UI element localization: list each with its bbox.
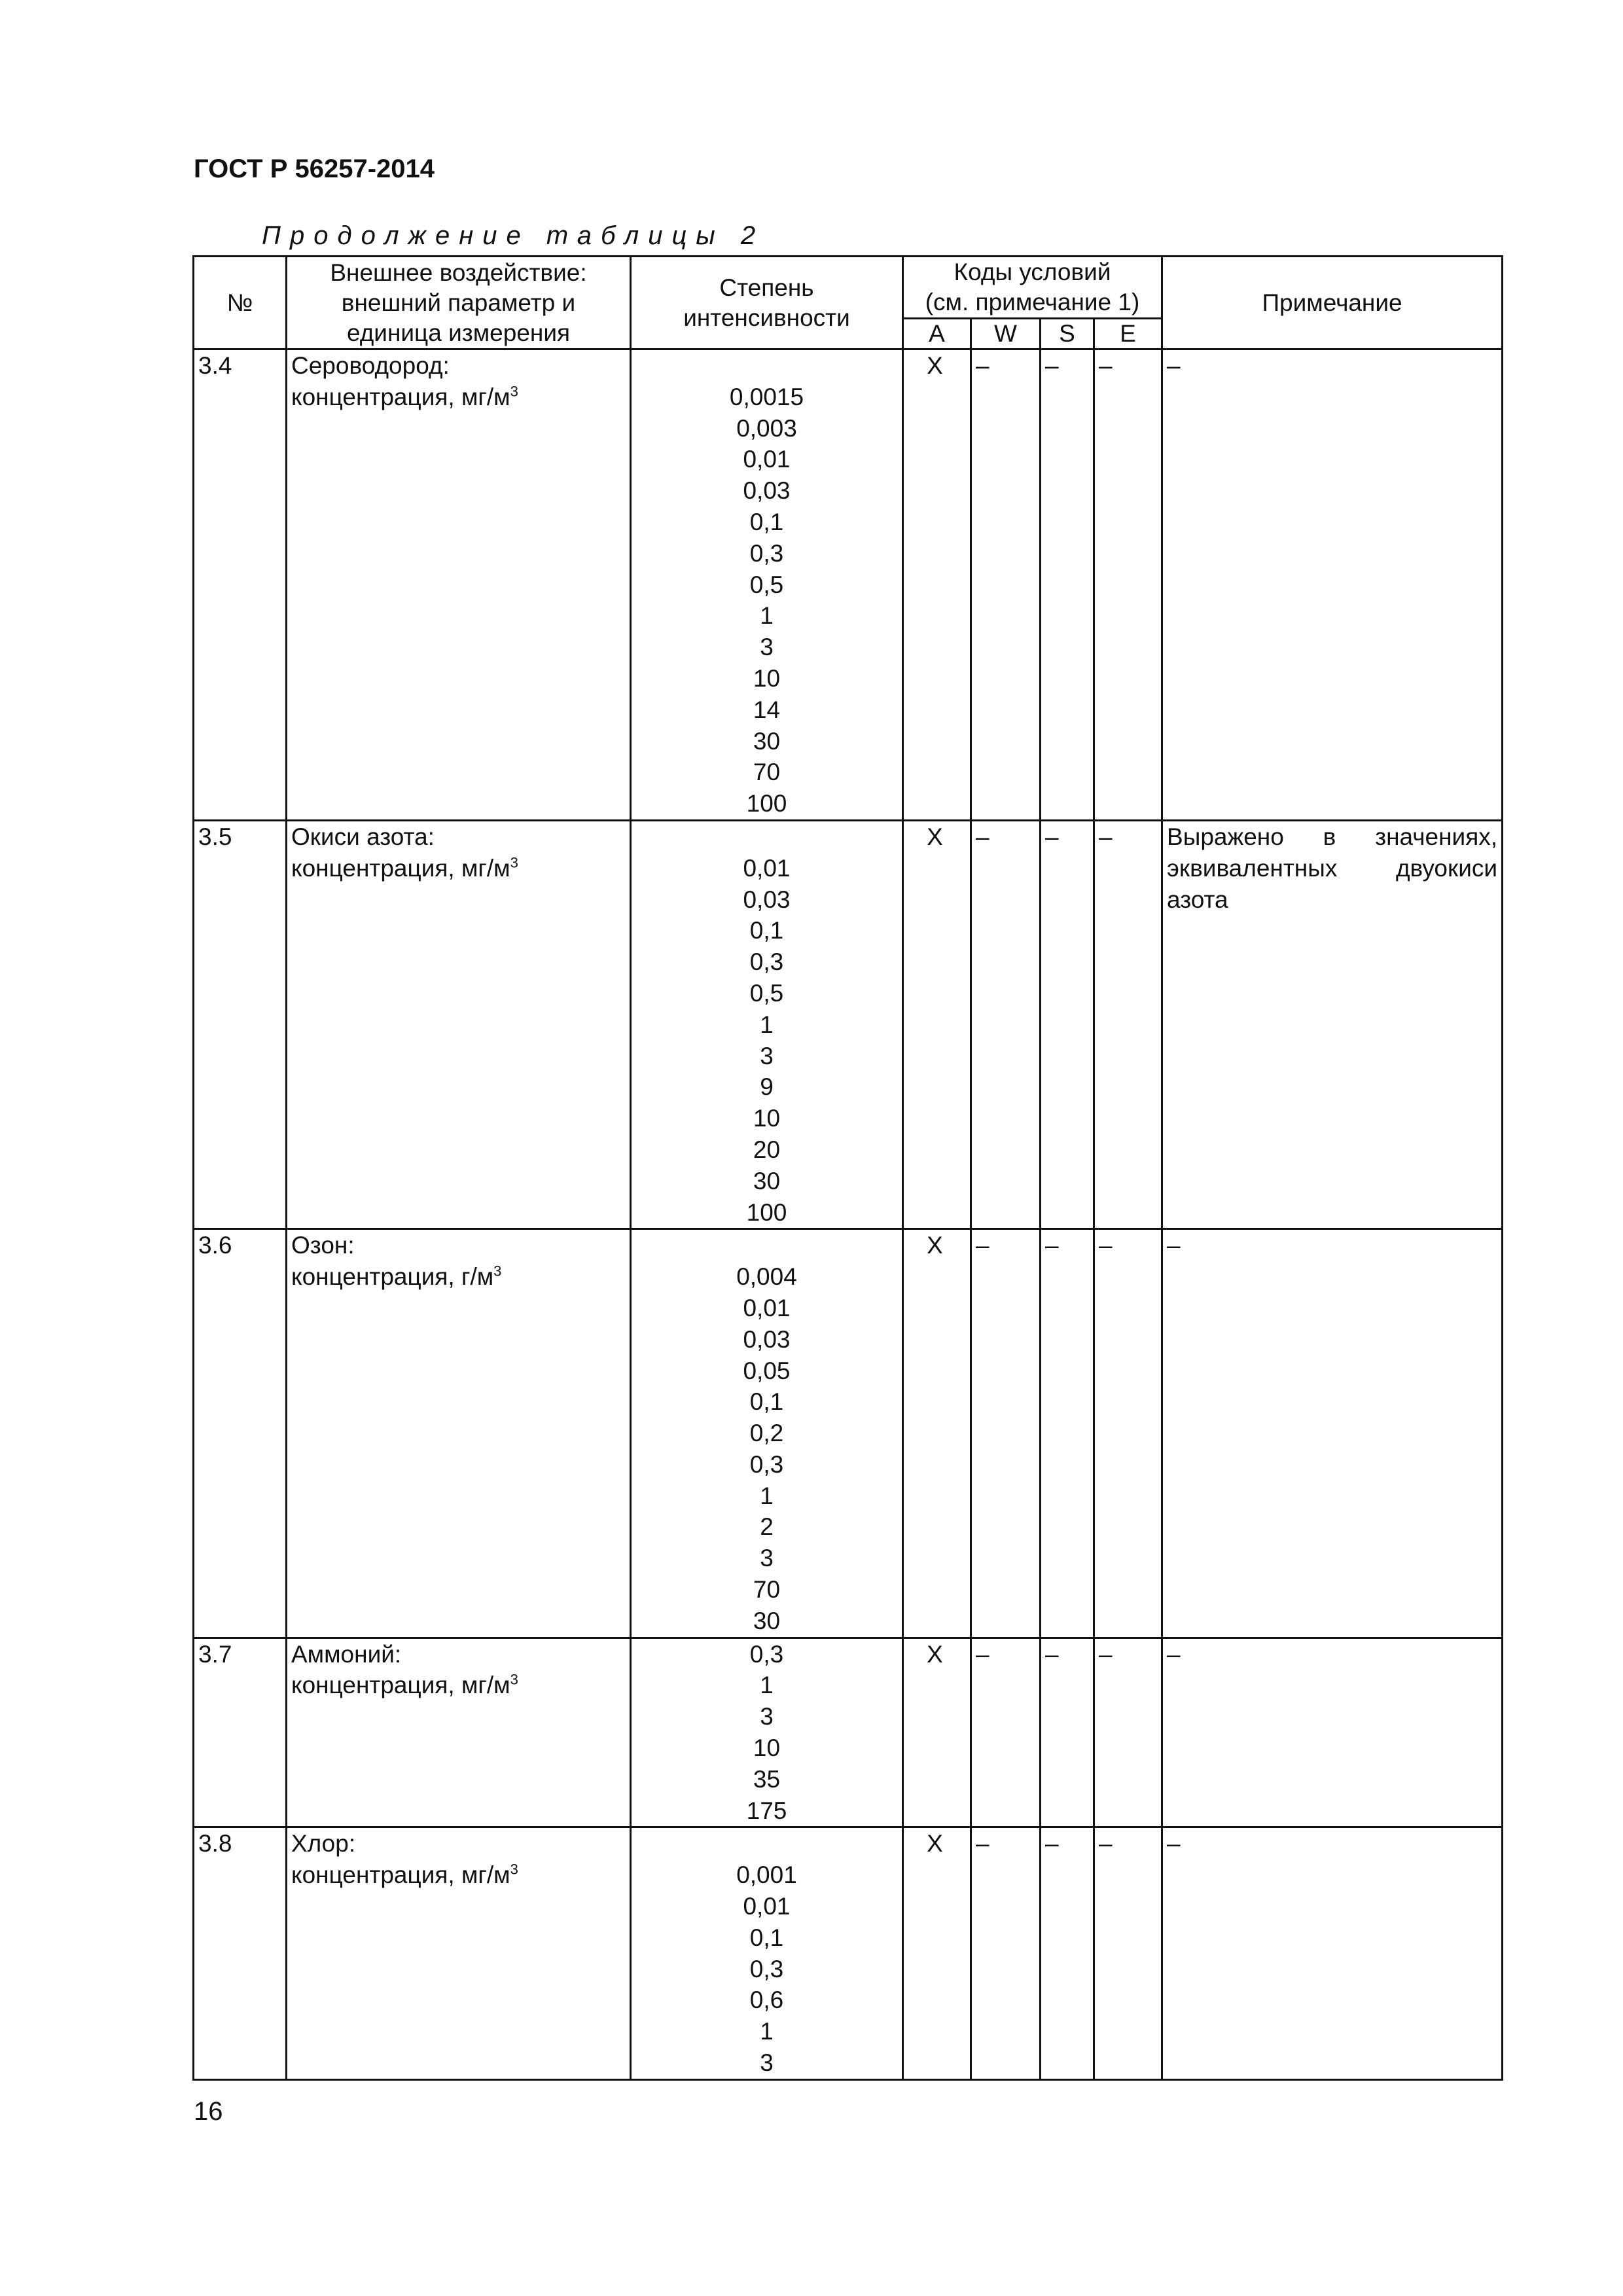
intensity-value: 0,1 [749, 508, 784, 535]
row-number: 3.7 [194, 1638, 287, 1827]
parameter-unit-exponent: 3 [510, 854, 518, 871]
intensity-value: 0,01 [743, 446, 791, 473]
row-intensity-values [631, 1229, 903, 1638]
row-parameter [287, 820, 631, 1229]
table-caption: Продолжение таблицы 2 [262, 221, 765, 250]
intensity-value: 30 [753, 1167, 781, 1194]
parameter-name: Сероводород: [291, 352, 450, 379]
note-line: – [1167, 352, 1181, 379]
table-row [194, 1827, 1503, 2079]
row-intensity-values [631, 350, 903, 821]
row-code-e: – [1094, 1638, 1162, 1827]
intensity-value: 35 [753, 1765, 781, 1793]
col-header-codes: Коды условий (см. примечание 1) [903, 257, 1162, 319]
col-header-code-w: W [971, 319, 1041, 350]
note-line: – [1167, 1232, 1181, 1259]
row-code-s: – [1041, 820, 1094, 1229]
col-header-note: Примечание [1162, 257, 1503, 350]
intensity-value: 1 [760, 602, 774, 630]
document-code: ГОСТ Р 56257-2014 [194, 154, 435, 183]
row-parameter [287, 1229, 631, 1638]
parameter-name: Озон: [291, 1232, 355, 1259]
row-code-s: – [1041, 1229, 1094, 1638]
intensity-value: 0,004 [736, 1263, 797, 1291]
table-row [194, 1229, 1503, 1638]
row-number: 3.5 [194, 820, 287, 1229]
parameter-unit-text: концентрация, мг/м [291, 854, 510, 882]
intensity-value: 10 [753, 1105, 781, 1132]
row-code-e: – [1094, 1827, 1162, 2079]
intensity-value: 0,3 [749, 539, 784, 567]
intensity-value: 3 [760, 634, 774, 661]
row-note [1162, 1827, 1503, 2079]
values-spacer [635, 821, 898, 853]
intensity-value: 0,5 [749, 979, 784, 1007]
intensity-value: 0,001 [736, 1861, 797, 1889]
parameter-unit-text: концентрация, мг/м [291, 1861, 510, 1889]
row-code-s: – [1041, 1638, 1094, 1827]
values-spacer [635, 1828, 898, 1859]
row-note [1162, 1638, 1503, 1827]
intensity-value: 0,3 [749, 1955, 784, 1982]
parameter-name: Окиси азота: [291, 823, 435, 850]
parameter-unit-exponent: 3 [493, 1263, 502, 1280]
row-code-w: – [971, 1827, 1041, 2079]
row-code-w: – [971, 1229, 1041, 1638]
intensity-value: 10 [753, 664, 781, 692]
row-code-s: – [1041, 350, 1094, 821]
intensity-value: 70 [753, 1576, 781, 1604]
table-row [194, 350, 1503, 821]
row-parameter [287, 1827, 631, 2079]
row-code-a: X [903, 350, 971, 821]
intensity-value: 0,03 [743, 886, 791, 913]
conditions-table [192, 255, 1503, 2081]
note-line: Выражено в значениях, [1167, 823, 1498, 850]
row-code-w: – [971, 1638, 1041, 1827]
row-code-a: X [903, 1229, 971, 1638]
intensity-value: 20 [753, 1136, 781, 1163]
row-intensity-values [631, 820, 903, 1229]
intensity-value: 0,3 [749, 1640, 784, 1668]
row-code-e: – [1094, 820, 1162, 1229]
parameter-unit-exponent: 3 [510, 1861, 518, 1878]
intensity-value: 0,05 [743, 1357, 791, 1384]
intensity-value: 30 [753, 1607, 781, 1634]
intensity-value: 1 [760, 1672, 774, 1699]
parameter-unit-text: концентрация, г/м [291, 1263, 494, 1291]
row-code-a: X [903, 1638, 971, 1827]
parameter-unit [291, 1261, 626, 1293]
row-parameter [287, 350, 631, 821]
row-intensity-values [631, 1827, 903, 2079]
parameter-unit [291, 1670, 626, 1701]
table-row [194, 820, 1503, 1229]
note-line: азота [1167, 886, 1228, 913]
page-number: 16 [194, 2097, 223, 2126]
parameter-unit-exponent: 3 [510, 383, 518, 400]
note-line: – [1167, 1640, 1181, 1668]
parameter-unit [291, 382, 626, 413]
row-parameter [287, 1638, 631, 1827]
row-intensity-values [631, 1638, 903, 1827]
parameter-unit-text: концентрация, мг/м [291, 1672, 510, 1699]
col-header-number: № [194, 257, 287, 350]
intensity-value: 0,1 [749, 1388, 784, 1416]
intensity-value: 100 [746, 1198, 787, 1226]
intensity-value: 0,2 [749, 1420, 784, 1447]
intensity-value: 3 [760, 1545, 774, 1572]
row-code-e: – [1094, 1229, 1162, 1638]
col-header-parameter: Внешнее воздействие: внешний параметр и единица измерения [287, 257, 631, 350]
row-code-w: – [971, 820, 1041, 1229]
intensity-value: 0,03 [743, 1325, 791, 1353]
intensity-value: 1 [760, 1011, 774, 1038]
values-spacer [635, 1230, 898, 1261]
parameter-unit [291, 853, 626, 884]
table-row [194, 1638, 1503, 1827]
intensity-value: 3 [760, 1042, 774, 1069]
note-line: – [1167, 1830, 1181, 1857]
intensity-value: 0,003 [736, 414, 797, 442]
row-code-a: X [903, 820, 971, 1229]
parameter-name: Хлор: [291, 1830, 356, 1857]
intensity-value: 10 [753, 1734, 781, 1762]
intensity-value: 3 [760, 1703, 774, 1731]
row-number: 3.6 [194, 1229, 287, 1638]
values-spacer [635, 350, 898, 382]
intensity-value: 0,6 [749, 1986, 784, 2014]
row-note [1162, 1229, 1503, 1638]
intensity-value: 14 [753, 696, 781, 723]
intensity-value: 1 [760, 1482, 774, 1509]
intensity-value: 0,01 [743, 854, 791, 882]
intensity-value: 30 [753, 727, 781, 755]
col-header-code-a: A [903, 319, 971, 350]
intensity-value: 1 [760, 2018, 774, 2045]
intensity-value: 0,01 [743, 1294, 791, 1321]
row-code-s: – [1041, 1827, 1094, 2079]
parameter-unit-exponent: 3 [510, 1672, 518, 1689]
intensity-value: 100 [746, 790, 787, 817]
row-note [1162, 350, 1503, 821]
intensity-value: 2 [760, 1513, 774, 1541]
parameter-unit [291, 1859, 626, 1891]
intensity-value: 0,5 [749, 571, 784, 598]
row-code-a: X [903, 1827, 971, 2079]
intensity-value: 0,03 [743, 477, 791, 505]
row-code-w: – [971, 350, 1041, 821]
intensity-value: 175 [746, 1797, 787, 1824]
row-number: 3.4 [194, 350, 287, 821]
intensity-value: 9 [760, 1073, 774, 1101]
intensity-value: 0,3 [749, 948, 784, 976]
intensity-value: 0,0015 [729, 383, 804, 410]
intensity-value: 0,1 [749, 1924, 784, 1951]
intensity-value: 70 [753, 759, 781, 786]
note-line: эквивалентных двуокиси [1167, 854, 1498, 882]
col-header-code-s: S [1041, 319, 1094, 350]
intensity-value: 3 [760, 2049, 774, 2077]
parameter-unit-text: концентрация, мг/м [291, 383, 510, 410]
intensity-value: 0,01 [743, 1893, 791, 1920]
intensity-value: 0,1 [749, 917, 784, 944]
parameter-name: Аммоний: [291, 1640, 402, 1668]
row-code-e: – [1094, 350, 1162, 821]
col-header-code-e: E [1094, 319, 1162, 350]
row-number: 3.8 [194, 1827, 287, 2079]
col-header-intensity: Степень интенсивности [631, 257, 903, 350]
intensity-value: 0,3 [749, 1450, 784, 1478]
row-note [1162, 820, 1503, 1229]
